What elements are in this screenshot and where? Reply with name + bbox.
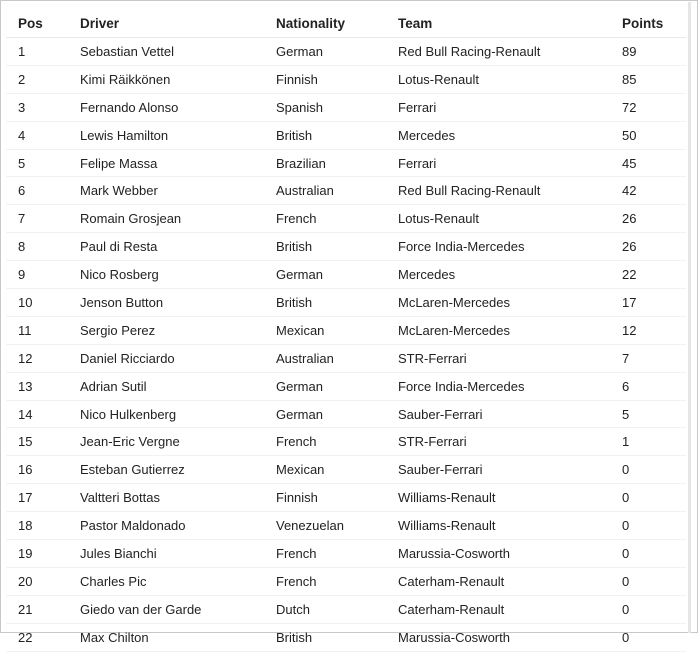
cell-pos: 4 bbox=[6, 121, 80, 149]
cell-team: Williams-Renault bbox=[398, 484, 622, 512]
table-row bbox=[6, 456, 686, 484]
column-header-driver: Driver bbox=[80, 9, 276, 38]
cell-nationality: British bbox=[276, 623, 398, 651]
cell-points: 22 bbox=[622, 261, 686, 289]
scrollbar-track[interactable] bbox=[688, 2, 691, 633]
table-row bbox=[6, 484, 686, 512]
cell-nationality: Mexican bbox=[276, 456, 398, 484]
cell-nationality: Spanish bbox=[276, 93, 398, 121]
cell-nationality: British bbox=[276, 121, 398, 149]
driver-standings-table bbox=[6, 9, 686, 652]
table-row bbox=[6, 261, 686, 289]
cell-team: McLaren-Mercedes bbox=[398, 289, 622, 317]
cell-points: 72 bbox=[622, 93, 686, 121]
cell-team: STR-Ferrari bbox=[398, 428, 622, 456]
cell-nationality: Brazilian bbox=[276, 149, 398, 177]
cell-driver: Felipe Massa bbox=[80, 149, 276, 177]
cell-points: 0 bbox=[622, 623, 686, 651]
cell-team: Force India-Mercedes bbox=[398, 233, 622, 261]
cell-team: McLaren-Mercedes bbox=[398, 316, 622, 344]
cell-team: Ferrari bbox=[398, 93, 622, 121]
cell-pos: 5 bbox=[6, 149, 80, 177]
cell-team: Lotus-Renault bbox=[398, 65, 622, 93]
cell-team: Red Bull Racing-Renault bbox=[398, 38, 622, 66]
cell-team: Mercedes bbox=[398, 121, 622, 149]
table-row bbox=[6, 512, 686, 540]
cell-team: Marussia-Cosworth bbox=[398, 623, 622, 651]
table-header-row bbox=[6, 9, 686, 38]
cell-nationality: Australian bbox=[276, 344, 398, 372]
cell-pos: 8 bbox=[6, 233, 80, 261]
cell-driver: Giedo van der Garde bbox=[80, 595, 276, 623]
column-header-team: Team bbox=[398, 9, 622, 38]
cell-nationality: British bbox=[276, 233, 398, 261]
cell-team: Caterham-Renault bbox=[398, 567, 622, 595]
cell-pos: 17 bbox=[6, 484, 80, 512]
cell-pos: 11 bbox=[6, 316, 80, 344]
cell-points: 5 bbox=[622, 400, 686, 428]
cell-driver: Jenson Button bbox=[80, 289, 276, 317]
cell-nationality: French bbox=[276, 205, 398, 233]
table-row bbox=[6, 205, 686, 233]
cell-pos: 16 bbox=[6, 456, 80, 484]
cell-driver: Charles Pic bbox=[80, 567, 276, 595]
cell-nationality: German bbox=[276, 372, 398, 400]
cell-nationality: German bbox=[276, 38, 398, 66]
cell-pos: 18 bbox=[6, 512, 80, 540]
table-row bbox=[6, 316, 686, 344]
cell-driver: Valtteri Bottas bbox=[80, 484, 276, 512]
table-row bbox=[6, 400, 686, 428]
cell-pos: 13 bbox=[6, 372, 80, 400]
table-row bbox=[6, 623, 686, 651]
cell-driver: Fernando Alonso bbox=[80, 93, 276, 121]
table-row bbox=[6, 540, 686, 568]
cell-pos: 9 bbox=[6, 261, 80, 289]
table-row bbox=[6, 567, 686, 595]
cell-driver: Romain Grosjean bbox=[80, 205, 276, 233]
cell-nationality: Dutch bbox=[276, 595, 398, 623]
cell-team: STR-Ferrari bbox=[398, 344, 622, 372]
table-row bbox=[6, 177, 686, 205]
cell-nationality: Mexican bbox=[276, 316, 398, 344]
cell-nationality: German bbox=[276, 261, 398, 289]
cell-points: 0 bbox=[622, 595, 686, 623]
table-row bbox=[6, 428, 686, 456]
cell-points: 6 bbox=[622, 372, 686, 400]
cell-driver: Nico Rosberg bbox=[80, 261, 276, 289]
cell-driver: Jean-Eric Vergne bbox=[80, 428, 276, 456]
column-header-nationality: Nationality bbox=[276, 9, 398, 38]
cell-pos: 21 bbox=[6, 595, 80, 623]
cell-driver: Mark Webber bbox=[80, 177, 276, 205]
cell-team: Sauber-Ferrari bbox=[398, 456, 622, 484]
cell-nationality: French bbox=[276, 567, 398, 595]
cell-pos: 3 bbox=[6, 93, 80, 121]
cell-points: 12 bbox=[622, 316, 686, 344]
cell-team: Marussia-Cosworth bbox=[398, 540, 622, 568]
cell-driver: Sergio Perez bbox=[80, 316, 276, 344]
cell-nationality: Finnish bbox=[276, 484, 398, 512]
table-row bbox=[6, 344, 686, 372]
cell-driver: Daniel Ricciardo bbox=[80, 344, 276, 372]
cell-points: 42 bbox=[622, 177, 686, 205]
cell-driver: Nico Hulkenberg bbox=[80, 400, 276, 428]
cell-pos: 7 bbox=[6, 205, 80, 233]
cell-nationality: Venezuelan bbox=[276, 512, 398, 540]
cell-driver: Jules Bianchi bbox=[80, 540, 276, 568]
cell-team: Williams-Renault bbox=[398, 512, 622, 540]
cell-pos: 6 bbox=[6, 177, 80, 205]
table-row bbox=[6, 595, 686, 623]
cell-driver: Esteban Gutierrez bbox=[80, 456, 276, 484]
table-row bbox=[6, 38, 686, 66]
cell-nationality: British bbox=[276, 289, 398, 317]
cell-nationality: French bbox=[276, 428, 398, 456]
table-row bbox=[6, 149, 686, 177]
cell-pos: 12 bbox=[6, 344, 80, 372]
cell-points: 85 bbox=[622, 65, 686, 93]
cell-points: 26 bbox=[622, 205, 686, 233]
table-row bbox=[6, 93, 686, 121]
cell-nationality: Australian bbox=[276, 177, 398, 205]
table-body bbox=[6, 38, 686, 652]
cell-pos: 19 bbox=[6, 540, 80, 568]
cell-driver: Max Chilton bbox=[80, 623, 276, 651]
cell-team: Caterham-Renault bbox=[398, 595, 622, 623]
cell-points: 0 bbox=[622, 512, 686, 540]
cell-points: 0 bbox=[622, 567, 686, 595]
cell-pos: 10 bbox=[6, 289, 80, 317]
cell-pos: 14 bbox=[6, 400, 80, 428]
table-row bbox=[6, 65, 686, 93]
cell-nationality: Finnish bbox=[276, 65, 398, 93]
column-header-points: Points bbox=[622, 9, 686, 38]
column-header-pos: Pos bbox=[6, 9, 80, 38]
cell-nationality: German bbox=[276, 400, 398, 428]
cell-driver: Pastor Maldonado bbox=[80, 512, 276, 540]
cell-points: 17 bbox=[622, 289, 686, 317]
cell-driver: Sebastian Vettel bbox=[80, 38, 276, 66]
cell-driver: Adrian Sutil bbox=[80, 372, 276, 400]
cell-points: 0 bbox=[622, 456, 686, 484]
table-row bbox=[6, 233, 686, 261]
cell-pos: 1 bbox=[6, 38, 80, 66]
cell-pos: 20 bbox=[6, 567, 80, 595]
cell-points: 89 bbox=[622, 38, 686, 66]
cell-points: 0 bbox=[622, 540, 686, 568]
table-row bbox=[6, 372, 686, 400]
cell-team: Force India-Mercedes bbox=[398, 372, 622, 400]
cell-driver: Kimi Räikkönen bbox=[80, 65, 276, 93]
cell-team: Red Bull Racing-Renault bbox=[398, 177, 622, 205]
table-row bbox=[6, 121, 686, 149]
cell-nationality: French bbox=[276, 540, 398, 568]
cell-team: Sauber-Ferrari bbox=[398, 400, 622, 428]
table-row bbox=[6, 289, 686, 317]
cell-points: 1 bbox=[622, 428, 686, 456]
cell-pos: 22 bbox=[6, 623, 80, 651]
cell-points: 50 bbox=[622, 121, 686, 149]
cell-points: 7 bbox=[622, 344, 686, 372]
cell-team: Ferrari bbox=[398, 149, 622, 177]
cell-points: 0 bbox=[622, 484, 686, 512]
cell-team: Lotus-Renault bbox=[398, 205, 622, 233]
cell-pos: 15 bbox=[6, 428, 80, 456]
cell-points: 45 bbox=[622, 149, 686, 177]
cell-pos: 2 bbox=[6, 65, 80, 93]
cell-team: Mercedes bbox=[398, 261, 622, 289]
cell-driver: Paul di Resta bbox=[80, 233, 276, 261]
cell-driver: Lewis Hamilton bbox=[80, 121, 276, 149]
cell-points: 26 bbox=[622, 233, 686, 261]
